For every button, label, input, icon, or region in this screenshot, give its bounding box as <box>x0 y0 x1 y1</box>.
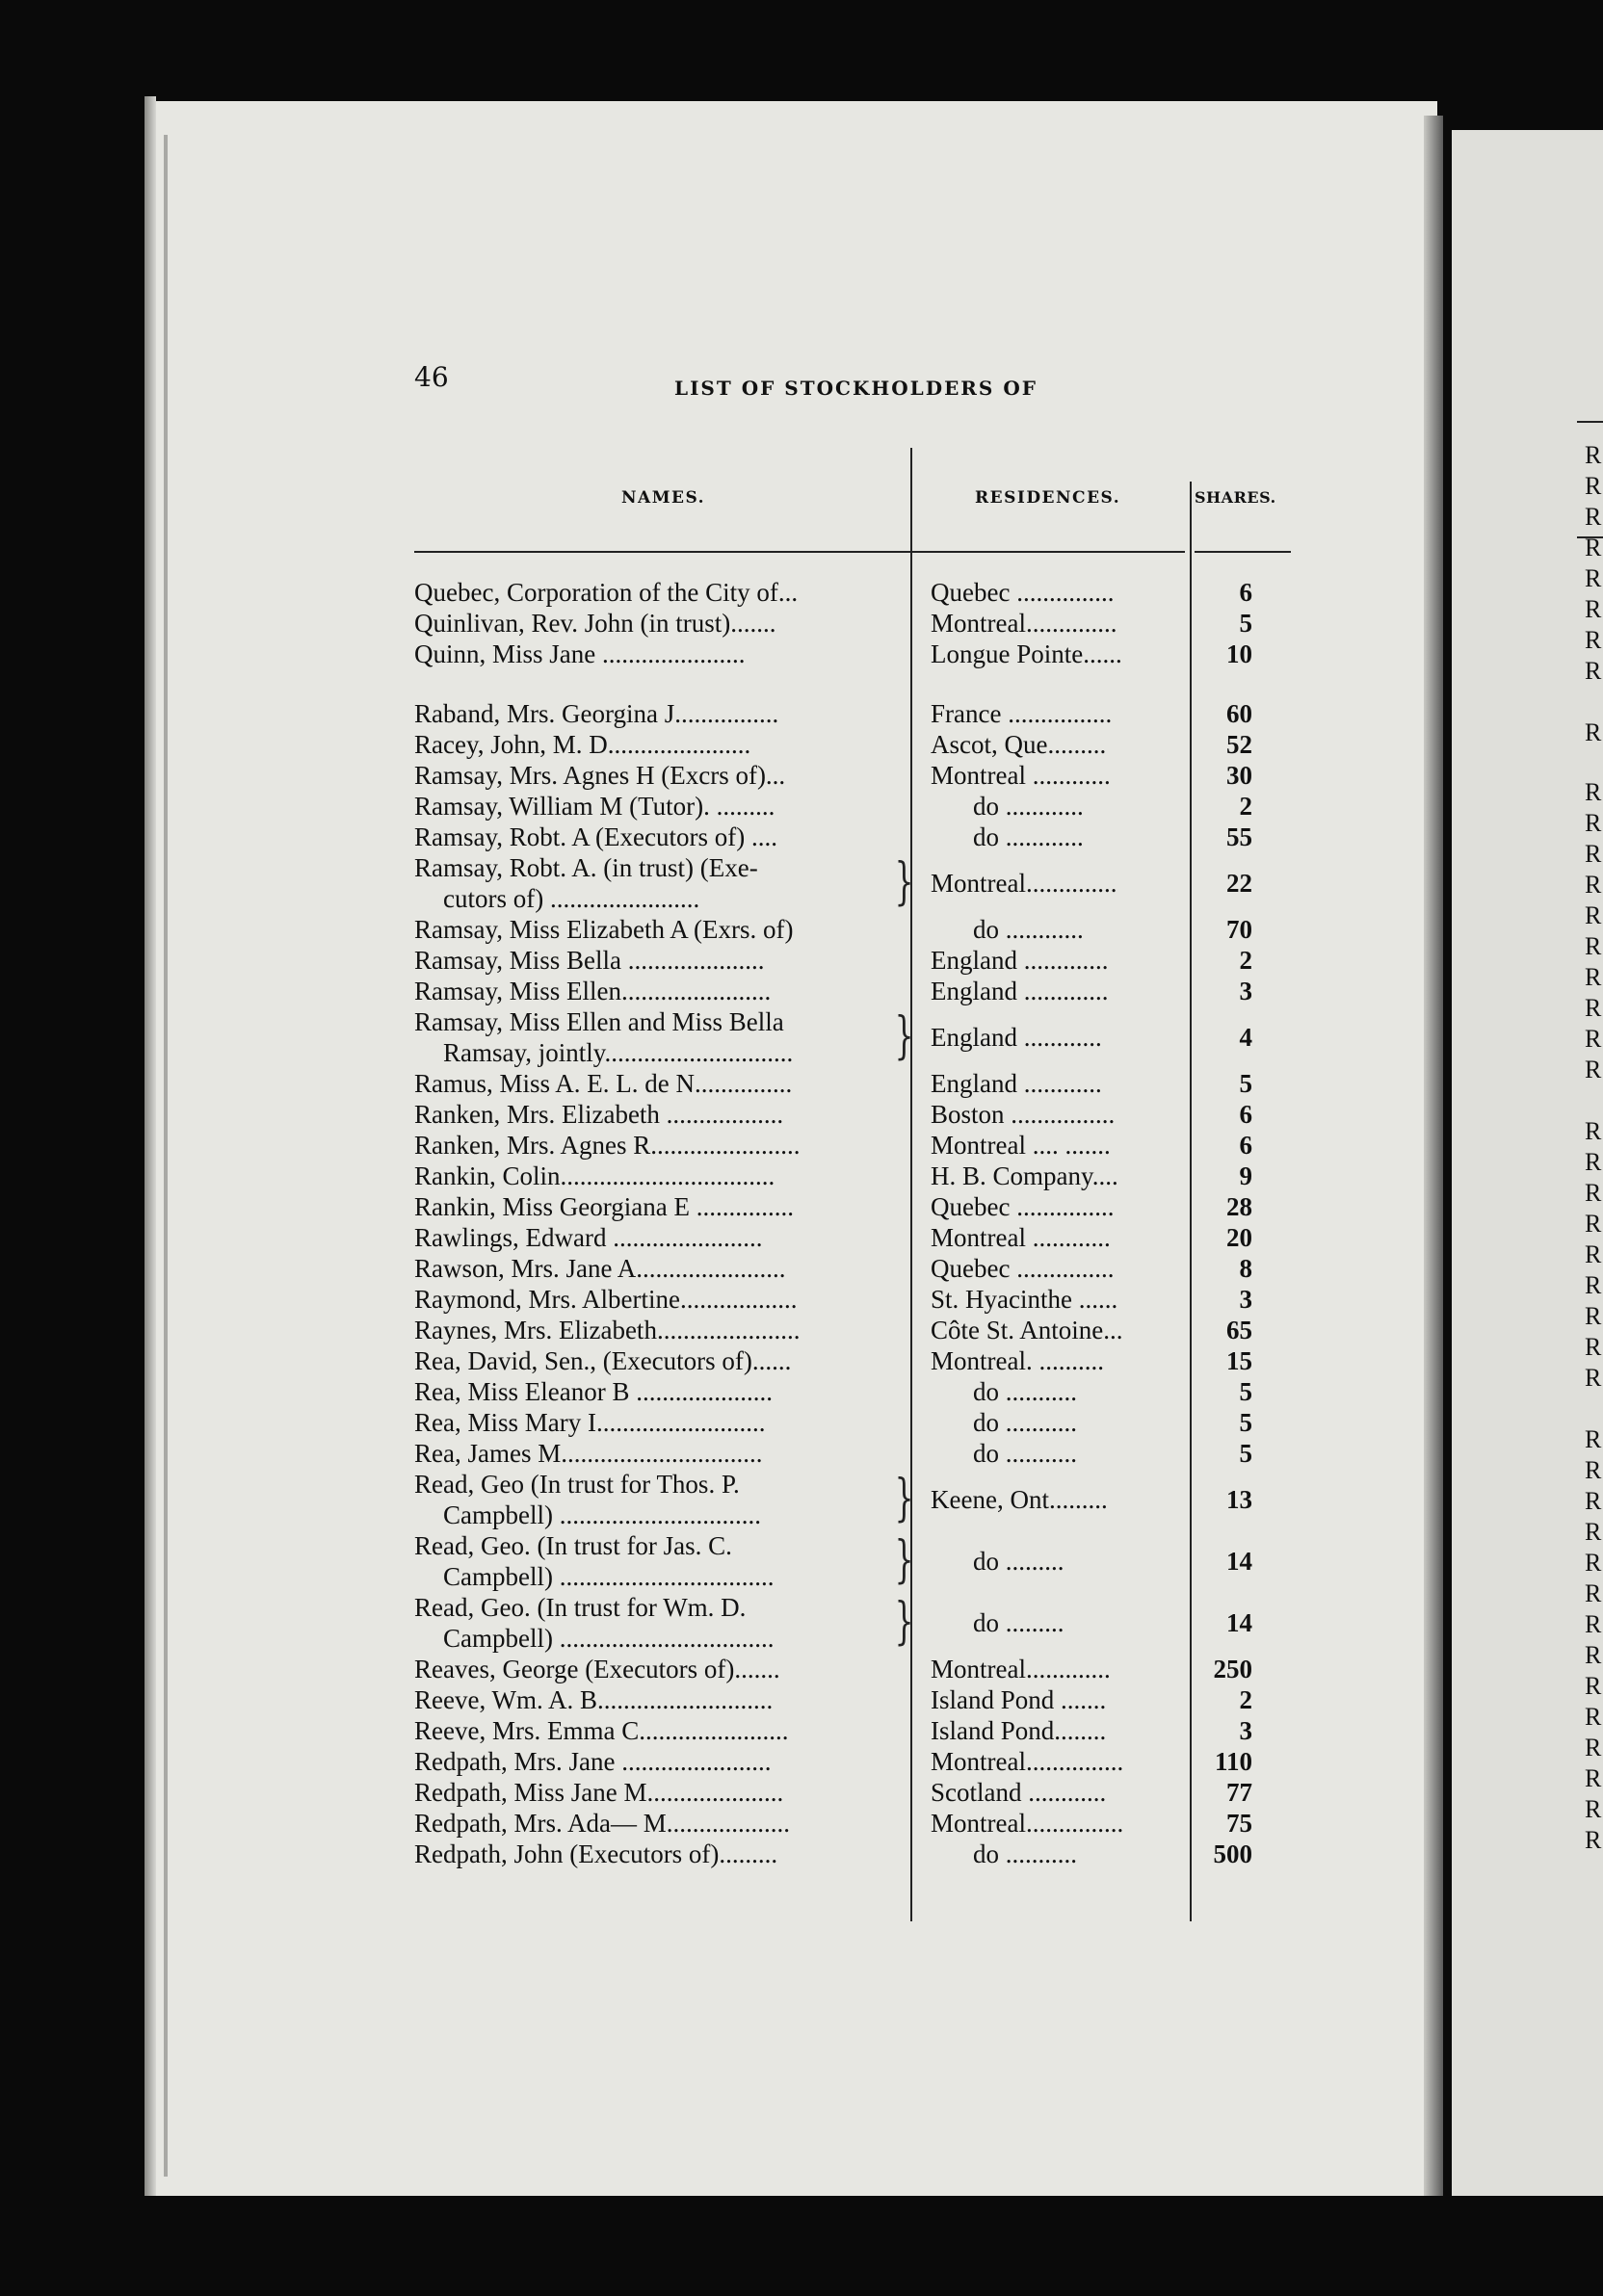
table-row <box>0 1377 1293 1408</box>
residence: England ............. <box>931 946 1109 975</box>
facing-page-letter: R <box>1585 1734 1602 1761</box>
shares: 3 <box>1239 1716 1252 1745</box>
residence: do ........... <box>973 1377 1077 1406</box>
facing-page-letter: R <box>1585 871 1602 899</box>
table-row <box>0 1346 1293 1377</box>
facing-page-letter: R <box>1585 503 1602 531</box>
table-row <box>0 1285 1293 1316</box>
shares: 500 <box>1213 1839 1252 1868</box>
table-row <box>0 1192 1293 1223</box>
facing-page-letter: R <box>1585 1025 1602 1053</box>
facing-page-letter: R <box>1585 718 1602 746</box>
shares: 4 <box>1239 1023 1252 1052</box>
shares-header: SHARES. <box>1195 488 1276 507</box>
facing-page <box>1452 130 1603 2196</box>
shares: 5 <box>1239 1408 1252 1437</box>
shares: 22 <box>1226 869 1252 898</box>
facing-page-letter: R <box>1585 1056 1602 1083</box>
stockholder-name: Ramsay, Miss Elizabeth A (Exrs. of) <box>414 915 794 944</box>
residence: do ............ <box>973 822 1084 851</box>
residence: Longue Pointe...... <box>931 639 1122 668</box>
shares: 70 <box>1226 915 1252 944</box>
shares: 65 <box>1226 1316 1252 1344</box>
table-row <box>0 946 1293 977</box>
shares: 30 <box>1226 761 1252 790</box>
facing-page-letter: R <box>1585 1764 1602 1792</box>
table-row <box>0 822 1293 853</box>
stockholder-name: Redpath, Mrs. Ada— M................... <box>414 1809 790 1838</box>
shares: 250 <box>1213 1655 1252 1683</box>
stockholder-name: Rawlings, Edward ....................... <box>414 1223 763 1252</box>
shares: 13 <box>1226 1485 1252 1514</box>
book-gutter <box>1424 116 1443 2196</box>
stockholder-name: Rea, David, Sen., (Executors of)...... <box>414 1346 792 1375</box>
facing-page-letter: R <box>1585 994 1602 1022</box>
header-rule <box>1195 551 1291 553</box>
residence: Montreal............... <box>931 1809 1124 1838</box>
facing-rule <box>1577 421 1603 423</box>
shares: 10 <box>1226 639 1252 668</box>
brace-mark: } <box>894 1470 914 1527</box>
facing-page-letter: R <box>1585 1210 1602 1238</box>
table-row <box>0 730 1293 761</box>
residence: Montreal ............ <box>931 761 1111 790</box>
stockholder-name: Raymond, Mrs. Albertine.................. <box>414 1285 798 1314</box>
residence: do ........... <box>973 1839 1077 1868</box>
facing-page-letter: R <box>1585 1549 1602 1577</box>
facing-page-letter: R <box>1585 1579 1602 1607</box>
stockholder-name-continued: Campbell) ................................. <box>443 1562 775 1591</box>
table-row <box>0 1439 1293 1470</box>
stockholder-name: Ramus, Miss A. E. L. de N............... <box>414 1069 793 1098</box>
facing-page-letter: R <box>1585 1672 1602 1700</box>
shares: 3 <box>1239 1285 1252 1314</box>
page-number: 46 <box>414 361 449 393</box>
residence: do ............ <box>973 792 1084 821</box>
stockholder-name: Ramsay, Miss Bella ..................... <box>414 946 765 975</box>
residence: do ........... <box>973 1439 1077 1468</box>
facing-page-letter: R <box>1585 1364 1602 1392</box>
facing-page-letter: R <box>1585 595 1602 623</box>
shares: 2 <box>1239 792 1252 821</box>
shares: 52 <box>1226 730 1252 759</box>
brace-mark: } <box>894 1531 914 1589</box>
shares: 5 <box>1239 1377 1252 1406</box>
stockholder-name-continued: Campbell) ............................... <box>443 1500 761 1529</box>
stockholder-name: Redpath, Mrs. Jane ....................... <box>414 1747 772 1776</box>
stockholder-name: Rawson, Mrs. Jane A....................... <box>414 1254 786 1283</box>
shares: 5 <box>1239 1439 1252 1468</box>
residence: St. Hyacinthe ...... <box>931 1285 1118 1314</box>
facing-page-letter: R <box>1585 778 1602 806</box>
header-rule <box>414 551 1185 553</box>
shares: 9 <box>1239 1161 1252 1190</box>
shares: 75 <box>1226 1809 1252 1838</box>
stockholder-name: Ramsay, Robt. A (Executors of) .... <box>414 822 777 851</box>
stockholder-name: Rea, Miss Eleanor B ..................... <box>414 1377 773 1406</box>
residence: Island Pond........ <box>931 1716 1107 1745</box>
stockholder-name: Raband, Mrs. Georgina J................ <box>414 699 779 728</box>
stockholder-name: Ramsay, Mrs. Agnes H (Excrs of)... <box>414 761 786 790</box>
shares: 77 <box>1226 1778 1252 1807</box>
stockholder-name: Reeve, Wm. A. B........................... <box>414 1685 774 1714</box>
stockholder-name: Quinn, Miss Jane ...................... <box>414 639 746 668</box>
facing-page-letter: R <box>1585 1487 1602 1515</box>
residence: Island Pond ....... <box>931 1685 1107 1714</box>
brace-mark: } <box>894 1007 914 1065</box>
facing-page-letter: R <box>1585 657 1602 685</box>
stockholder-name: Ramsay, William M (Tutor). ......... <box>414 792 775 821</box>
table-row <box>0 1408 1293 1439</box>
shares: 28 <box>1226 1192 1252 1221</box>
brace-mark: } <box>894 853 914 911</box>
stockholder-name-continued: cutors of) ....................... <box>443 884 700 913</box>
facing-page-letter: R <box>1585 1148 1602 1176</box>
residences-header: RESIDENCES. <box>975 488 1121 508</box>
shares: 15 <box>1226 1346 1252 1375</box>
table-row <box>0 1100 1293 1131</box>
stockholder-name: Ranken, Mrs. Agnes R....................... <box>414 1131 801 1160</box>
residence: H. B. Company.... <box>931 1161 1118 1190</box>
table-row <box>0 1655 1293 1685</box>
facing-page-letter: R <box>1585 963 1602 991</box>
brace-mark: } <box>894 1593 914 1651</box>
table-row <box>0 1685 1293 1716</box>
shares: 110 <box>1214 1747 1252 1776</box>
table-row <box>0 699 1293 730</box>
facing-page-letter: R <box>1585 1641 1602 1669</box>
stockholder-name: Read, Geo. (In trust for Jas. C. <box>414 1531 732 1560</box>
table-row <box>0 1069 1293 1100</box>
shares: 5 <box>1239 609 1252 638</box>
stockholder-name-continued: Ramsay, jointly............................. <box>443 1038 794 1067</box>
shares: 3 <box>1239 977 1252 1005</box>
table-row <box>0 761 1293 792</box>
facing-page-letter: R <box>1585 1271 1602 1299</box>
table-row <box>0 1593 1293 1655</box>
residence: do ......... <box>973 1608 1064 1637</box>
facing-page-letter: R <box>1585 1117 1602 1145</box>
residence: Montreal.............. <box>931 609 1117 638</box>
facing-page-letter: R <box>1585 564 1602 592</box>
facing-page-letter: R <box>1585 1703 1602 1731</box>
residence: Quebec ............... <box>931 1254 1115 1283</box>
table-row <box>0 1531 1293 1593</box>
table-row <box>0 1223 1293 1254</box>
stockholder-name: Ramsay, Miss Ellen and Miss Bella <box>414 1007 784 1036</box>
facing-page-letter: R <box>1585 901 1602 929</box>
residence: Boston ................ <box>931 1100 1116 1129</box>
stockholder-name: Racey, John, M. D...................... <box>414 730 751 759</box>
running-head: LIST OF STOCKHOLDERS OF <box>674 377 1038 400</box>
residence: do ............ <box>973 915 1084 944</box>
residence: Quebec ............... <box>931 1192 1115 1221</box>
shares: 6 <box>1239 1100 1252 1129</box>
residence: Montreal............. <box>931 1655 1111 1683</box>
table-row <box>0 639 1293 670</box>
residence: Montreal ............ <box>931 1223 1111 1252</box>
table-row <box>0 1809 1293 1839</box>
facing-page-letter: R <box>1585 1610 1602 1638</box>
shares: 5 <box>1239 1069 1252 1098</box>
residence: Ascot, Que......... <box>931 730 1107 759</box>
stockholder-name: Ramsay, Robt. A. (in trust) (Exe- <box>414 853 758 882</box>
table-row <box>0 853 1293 915</box>
stockholder-name: Ramsay, Miss Ellen....................... <box>414 977 772 1005</box>
table-row <box>0 977 1293 1007</box>
table-row <box>0 1316 1293 1346</box>
table-row <box>0 578 1293 609</box>
facing-page-letter: R <box>1585 1826 1602 1854</box>
stockholder-name: Redpath, John (Executors of)......... <box>414 1839 778 1868</box>
shares: 14 <box>1226 1608 1252 1637</box>
residence: do ........... <box>973 1408 1077 1437</box>
residence: England ............ <box>931 1023 1102 1052</box>
residence: Montreal.............. <box>931 869 1117 898</box>
shares: 6 <box>1239 1131 1252 1160</box>
facing-page-letter: R <box>1585 1179 1602 1207</box>
shares: 14 <box>1226 1547 1252 1576</box>
shares: 20 <box>1226 1223 1252 1252</box>
facing-page-letter: R <box>1585 534 1602 561</box>
stockholder-name: Ranken, Mrs. Elizabeth .................. <box>414 1100 784 1129</box>
stockholder-name: Rea, Miss Mary I.......................... <box>414 1408 766 1437</box>
stockholder-name: Read, Geo. (In trust for Wm. D. <box>414 1593 747 1622</box>
stockholder-name: Reaves, George (Executors of)....... <box>414 1655 780 1683</box>
table-row <box>0 1716 1293 1747</box>
residence: Montreal .... ....... <box>931 1131 1111 1160</box>
facing-page-letter: R <box>1585 1425 1602 1453</box>
facing-page-letter: R <box>1585 626 1602 654</box>
stockholder-name: Quinlivan, Rev. John (in trust)....... <box>414 609 776 638</box>
table-row <box>0 1131 1293 1161</box>
residence: Quebec ............... <box>931 578 1115 607</box>
shares: 8 <box>1239 1254 1252 1283</box>
table-row <box>0 1747 1293 1778</box>
stockholder-name: Reeve, Mrs. Emma C....................... <box>414 1716 789 1745</box>
table-row <box>0 1007 1293 1069</box>
facing-page-letter: R <box>1585 1240 1602 1268</box>
residence: Keene, Ont......... <box>931 1485 1108 1514</box>
facing-page-letter: R <box>1585 1456 1602 1484</box>
shares: 55 <box>1226 822 1252 851</box>
stockholder-name: Rea, James M............................... <box>414 1439 763 1468</box>
table-row <box>0 915 1293 946</box>
residence: Scotland ............ <box>931 1778 1107 1807</box>
residence: do ......... <box>973 1547 1064 1576</box>
stockholder-name: Redpath, Miss Jane M..................... <box>414 1778 784 1807</box>
table-row <box>0 1254 1293 1285</box>
facing-page-letter: R <box>1585 809 1602 837</box>
residence: Côte St. Antoine... <box>931 1316 1123 1344</box>
residence: France ................ <box>931 699 1113 728</box>
residence: Montreal. .......... <box>931 1346 1104 1375</box>
table-row <box>0 1470 1293 1531</box>
facing-page-letter: R <box>1585 840 1602 868</box>
residence: England ............ <box>931 1069 1102 1098</box>
stockholder-name: Quebec, Corporation of the City of... <box>414 578 799 607</box>
facing-page-letter: R <box>1585 1333 1602 1361</box>
facing-page-letter: R <box>1585 1795 1602 1823</box>
facing-page-letter: R <box>1585 1518 1602 1546</box>
stockholder-name-continued: Campbell) ................................. <box>443 1624 775 1653</box>
facing-page-letter: R <box>1585 1302 1602 1330</box>
stockholder-name: Raynes, Mrs. Elizabeth...................... <box>414 1316 801 1344</box>
table-row <box>0 609 1293 639</box>
shares: 6 <box>1239 578 1252 607</box>
table-row <box>0 1778 1293 1809</box>
shares: 60 <box>1226 699 1252 728</box>
facing-page-letter: R <box>1585 472 1602 500</box>
names-header: NAMES. <box>621 488 706 508</box>
stockholder-name: Rankin, Colin................................. <box>414 1161 775 1190</box>
stockholder-name: Rankin, Miss Georgiana E ............... <box>414 1192 794 1221</box>
table-row <box>0 792 1293 822</box>
facing-page-letter: R <box>1585 441 1602 469</box>
stockholder-name: Read, Geo (In trust for Thos. P. <box>414 1470 740 1499</box>
shares: 2 <box>1239 1685 1252 1714</box>
facing-page-letter: R <box>1585 932 1602 960</box>
table-row <box>0 1161 1293 1192</box>
residence: England ............. <box>931 977 1109 1005</box>
residence: Montreal............... <box>931 1747 1124 1776</box>
table-row <box>0 1839 1293 1870</box>
shares: 2 <box>1239 946 1252 975</box>
